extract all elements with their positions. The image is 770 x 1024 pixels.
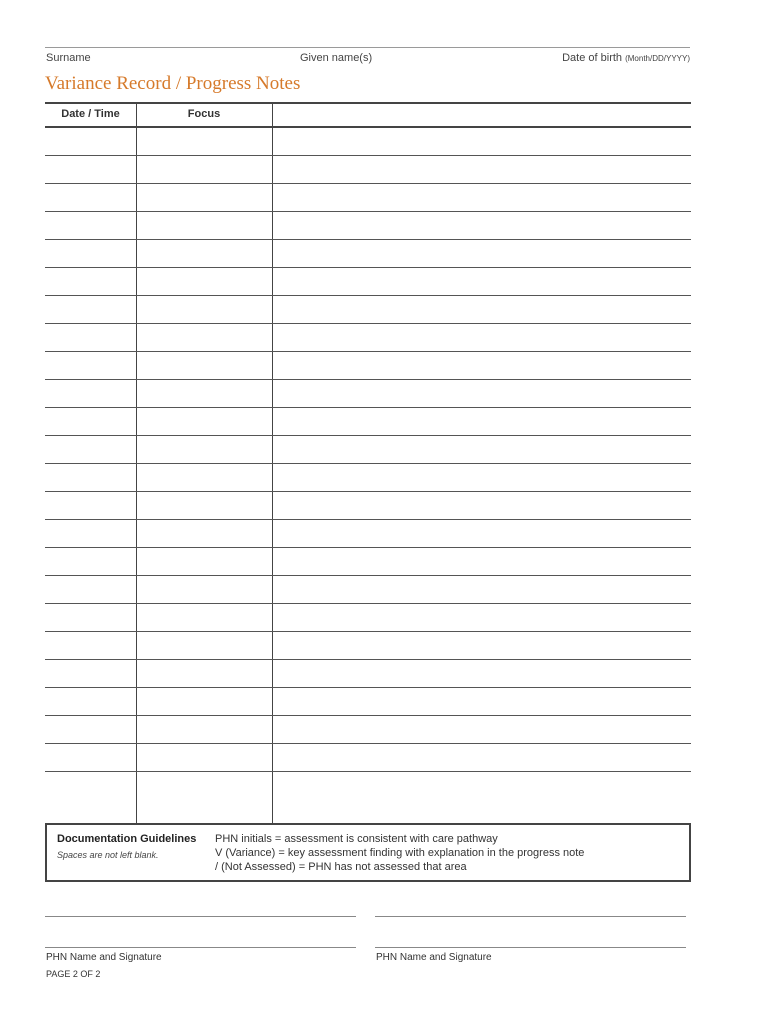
- page-title: Variance Record / Progress Notes: [45, 73, 301, 94]
- table-row-rule: [45, 351, 691, 352]
- table-header-rule: [45, 126, 691, 128]
- guideline-not-assessed: / (Not Assessed) = PHN has not assessed that area: [215, 861, 467, 873]
- page-number: PAGE 2 OF 2: [46, 969, 101, 979]
- table-row-rule: [45, 211, 691, 212]
- table-row-rule: [45, 463, 691, 464]
- table-row-rule: [45, 435, 691, 436]
- dob-label: [562, 52, 690, 64]
- guidelines-heading: Documentation Guidelines: [57, 833, 197, 845]
- signature-line-left[interactable]: [45, 947, 356, 948]
- guideline-variance: V (Variance) = key assessment finding with explanation in the progress note: [215, 847, 585, 859]
- signature-line-right-upper[interactable]: [375, 916, 686, 917]
- table-row-rule: [45, 603, 691, 604]
- table-row-rule: [45, 575, 691, 576]
- table-row-rule: [45, 407, 691, 408]
- table-row-rule: [45, 659, 691, 660]
- table-row-rule: [45, 267, 691, 268]
- table-row-rule: [45, 547, 691, 548]
- table-row-rule: [45, 239, 691, 240]
- table-row-rule: [45, 295, 691, 296]
- table-row-rule: [45, 687, 691, 688]
- table-row-rule: [45, 379, 691, 380]
- table-row-rule: [45, 519, 691, 520]
- table-row-rule: [45, 183, 691, 184]
- table-row-rule: [45, 715, 691, 716]
- guideline-phn-initials: PHN initials = assessment is consistent with care pathway: [215, 833, 498, 845]
- table-row-rule: [45, 323, 691, 324]
- table-row-rule: [45, 491, 691, 492]
- signature-line-right[interactable]: [375, 947, 686, 948]
- progress-notes-table: [45, 102, 691, 824]
- column-header-focus: Focus: [187, 108, 221, 120]
- table-top-rule: [45, 102, 691, 104]
- table-row-rule: [45, 771, 691, 772]
- signature-label-left: PHN Name and Signature: [46, 952, 162, 963]
- table-row-rule: [45, 155, 691, 156]
- dob-format: (Month/DD/YYYY): [625, 54, 690, 63]
- surname-label: Surname: [46, 52, 91, 64]
- table-row-rule: [45, 743, 691, 744]
- column-header-date-time: Date / Time: [61, 108, 120, 120]
- signature-line-left-upper[interactable]: [45, 916, 356, 917]
- table-row-rule: [45, 631, 691, 632]
- header-rule: [45, 47, 690, 48]
- dob-label-text: Date of birth: [562, 52, 623, 64]
- documentation-guidelines-box: [45, 823, 691, 882]
- signature-label-right: PHN Name and Signature: [376, 952, 492, 963]
- guidelines-note: Spaces are not left blank.: [57, 850, 159, 860]
- given-names-label: Given name(s): [300, 52, 373, 64]
